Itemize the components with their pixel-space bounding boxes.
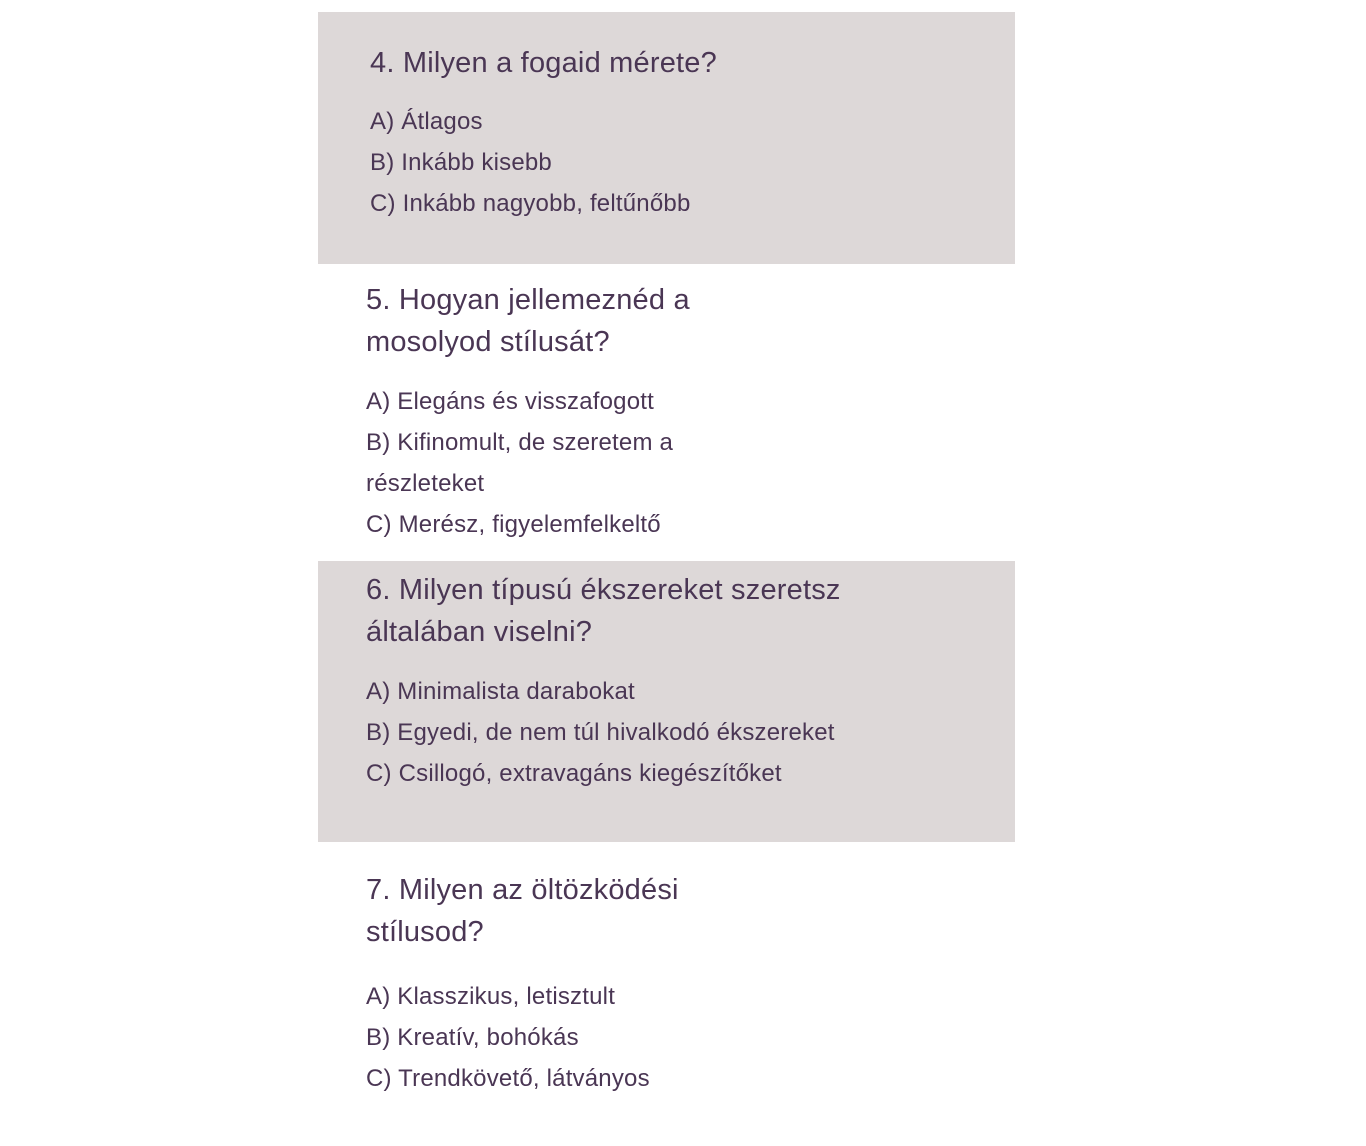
answer-option: A) Minimalista darabokat	[366, 678, 635, 705]
answer-option: C) Merész, figyelemfelkeltő	[366, 511, 661, 538]
answer-option: C) Trendkövető, látványos	[366, 1065, 650, 1092]
answer-option: A) Elegáns és visszafogott	[366, 388, 655, 415]
answer-option: B) Egyedi, de nem túl hivalkodó ékszereket	[366, 719, 835, 746]
question-7-answers	[366, 976, 746, 1099]
question-5-block	[318, 264, 1015, 561]
answer-option: B) Inkább kisebb	[370, 149, 552, 176]
question-5-title: 5. Hogyan jellemeznéd a mosolyod stílusát?	[366, 284, 690, 358]
answer-option: A) Klasszikus, letisztult	[366, 983, 616, 1010]
question-4-answers	[370, 101, 930, 224]
answer-option: A) Átlagos	[370, 108, 483, 135]
question-6-answers	[366, 671, 926, 794]
question-7-title: 7. Milyen az öltözködési stílusod?	[366, 874, 679, 948]
question-7-block	[318, 842, 1015, 1146]
answer-option: C) Csillogó, extravagáns kiegészítőket	[366, 760, 782, 787]
question-4-title: 4. Milyen a fogaid mérete?	[370, 47, 717, 79]
question-4-block	[318, 12, 1015, 264]
question-5-answers	[366, 381, 746, 545]
answer-option: B) Kifinomult, de szeretem a részleteket	[366, 429, 674, 497]
answer-option: B) Kreatív, bohókás	[366, 1024, 579, 1051]
question-6-title: 6. Milyen típusú ékszereket szeretsz általában viselni?	[366, 574, 841, 648]
question-6-block	[318, 561, 1015, 842]
answer-option: C) Inkább nagyobb, feltűnőbb	[370, 190, 691, 217]
